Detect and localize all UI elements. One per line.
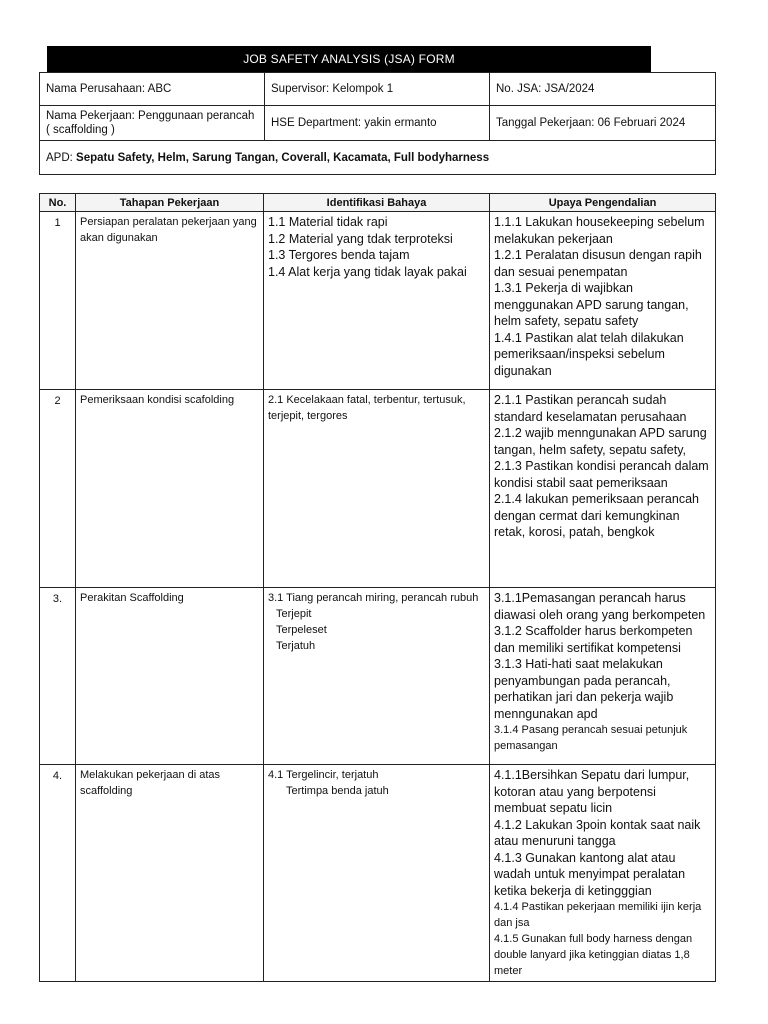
control-item: 3.1.3 Hati-hati saat melakukan penyambungan pada perancah, perhatikan jari dan pekerja wajib menngunakan apd: [494, 657, 674, 721]
hazard-item: Terjatuh: [276, 640, 316, 652]
hazard-item: Tertimpa benda jatuh: [286, 785, 389, 797]
supervisor-cell: Supervisor: Kelompok 1: [265, 73, 490, 106]
apd-label: APD:: [46, 151, 77, 164]
table-row: [40, 765, 716, 982]
control-item: 2.1.3 Pastikan kondisi perancah dalam kondisi stabil saat pemeriksaan: [494, 459, 709, 490]
control-item: 3.1.4 Pasang perancah sesuai petunjuk pemasangan: [494, 724, 688, 752]
table-row: [40, 212, 716, 390]
row-number: 4.: [40, 765, 76, 982]
control-item: 1.1.1 Lakukan housekeeping sebelum melakukan pekerjaan: [494, 215, 705, 246]
row-number: 3.: [40, 588, 76, 765]
col-header-control: Upaya Pengendalian: [490, 194, 716, 212]
apd-items: Sepatu Safety, Helm, Sarung Tangan, Coverall, Kacamata, Full bodyharness: [76, 151, 490, 164]
control-item: 4.1.3 Gunakan kantong alat atau wadah untuk menyimpat peralatan ketika bekerja di ketingggian: [494, 850, 686, 898]
control-item: 4.1.1Bersihkan Sepatu dari lumpur, kotoran atau yang berpotensi membuat sepatu licin: [494, 768, 690, 815]
header-table: [39, 72, 716, 175]
control-item: 1.3.1 Pekerja di wajibkan menggunakan APD sarung tangan, helm safety, sepatu safety: [494, 281, 689, 328]
control-item: 2.1.2 wajib menngunakan APD sarung tangan, helm safety, sepatu safety,: [494, 426, 707, 457]
row-hazards: [264, 588, 490, 765]
hazard-item: 3.1 Tiang perancah miring, perancah rubuh: [268, 592, 479, 604]
row-step: Persiapan peralatan pekerjaan yang akan digunakan: [76, 212, 264, 390]
company-cell: Nama Perusahaan: ABC: [40, 73, 265, 106]
row-controls: [490, 212, 716, 390]
hazard-item: 1.2 Material yang tdak terproteksi: [268, 231, 453, 246]
row-step: Perakitan Scaffolding: [76, 588, 264, 765]
hazard-item: Terjepit: [276, 608, 312, 620]
hazard-item: 1.4 Alat kerja yang tidak layak pakai: [268, 264, 467, 279]
row-hazards: [264, 390, 490, 588]
control-item: 2.1.4 lakukan pemeriksaan perancah dengan cermat dari kemungkinan retak, korosi, patah, bengkok: [494, 492, 699, 539]
col-header-step: Tahapan Pekerjaan: [76, 194, 264, 212]
col-header-hazard: Identifikasi Bahaya: [264, 194, 490, 212]
row-controls: [490, 765, 716, 982]
apd-cell: [40, 141, 716, 175]
control-item: 4.1.4 Pastikan pekerjaan memiliki ijin kerja dan jsa: [494, 901, 702, 929]
row-step: Melakukan pekerjaan di atas scaffolding: [76, 765, 264, 982]
hazard-item: Terpeleset: [276, 624, 327, 636]
hazard-item: 1.1 Material tidak rapi: [268, 215, 388, 229]
job-name-line2: ( scaffolding ): [46, 124, 115, 136]
control-item: 3.1.1Pemasangan perancah harus diawasi oleh orang yang berkompeten: [494, 591, 706, 622]
form-title: JOB SAFETY ANALYSIS (JSA) FORM: [47, 46, 651, 72]
control-item: 2.1.1 Pastikan perancah sudah standard keselamatan perusahaan: [494, 393, 687, 424]
row-hazards: [264, 765, 490, 982]
job-name-cell: [40, 106, 265, 141]
jsa-table: [39, 193, 716, 982]
hazard-item: 4.1 Tergelincir, terjatuh: [268, 769, 379, 781]
row-number: 2: [40, 390, 76, 588]
col-header-no: No.: [40, 194, 76, 212]
control-item: 1.4.1 Pastikan alat telah dilakukan pemeriksaan/inspeksi sebelum digunakan: [494, 330, 684, 378]
job-date-cell: Tanggal Pekerjaan: 06 Februari 2024: [490, 106, 716, 141]
row-controls: [490, 588, 716, 765]
job-name-line1: Nama Pekerjaan: Penggunaan perancah: [46, 110, 255, 122]
control-item: 4.1.5 Gunakan full body harness dengan double lanyard jika ketinggian diatas 1,8 meter: [494, 933, 693, 977]
hazard-item: 2.1 Kecelakaan fatal, terbentur, tertusuk, terjepit, tergores: [268, 394, 466, 422]
table-header-row: [40, 194, 716, 212]
hazard-item: 1.3 Tergores benda tajam: [268, 248, 410, 262]
row-controls: [490, 390, 716, 588]
table-row: [40, 390, 716, 588]
hse-cell: HSE Department: yakin ermanto: [265, 106, 490, 141]
control-item: 3.1.2 Scaffolder harus berkompeten dan memiliki sertifikat kompetensi: [494, 624, 693, 655]
row-hazards: [264, 212, 490, 390]
row-number: 1: [40, 212, 76, 390]
control-item: 4.1.2 Lakukan 3poin kontak saat naik atau menuruni tangga: [494, 817, 701, 848]
row-step: Pemeriksaan kondisi scafolding: [76, 390, 264, 588]
control-item: 1.2.1 Peralatan disusun dengan rapih dan sesuai penempatan: [494, 248, 702, 279]
jsa-number-cell: No. JSA: JSA/2024: [490, 73, 716, 106]
table-row: [40, 588, 716, 765]
